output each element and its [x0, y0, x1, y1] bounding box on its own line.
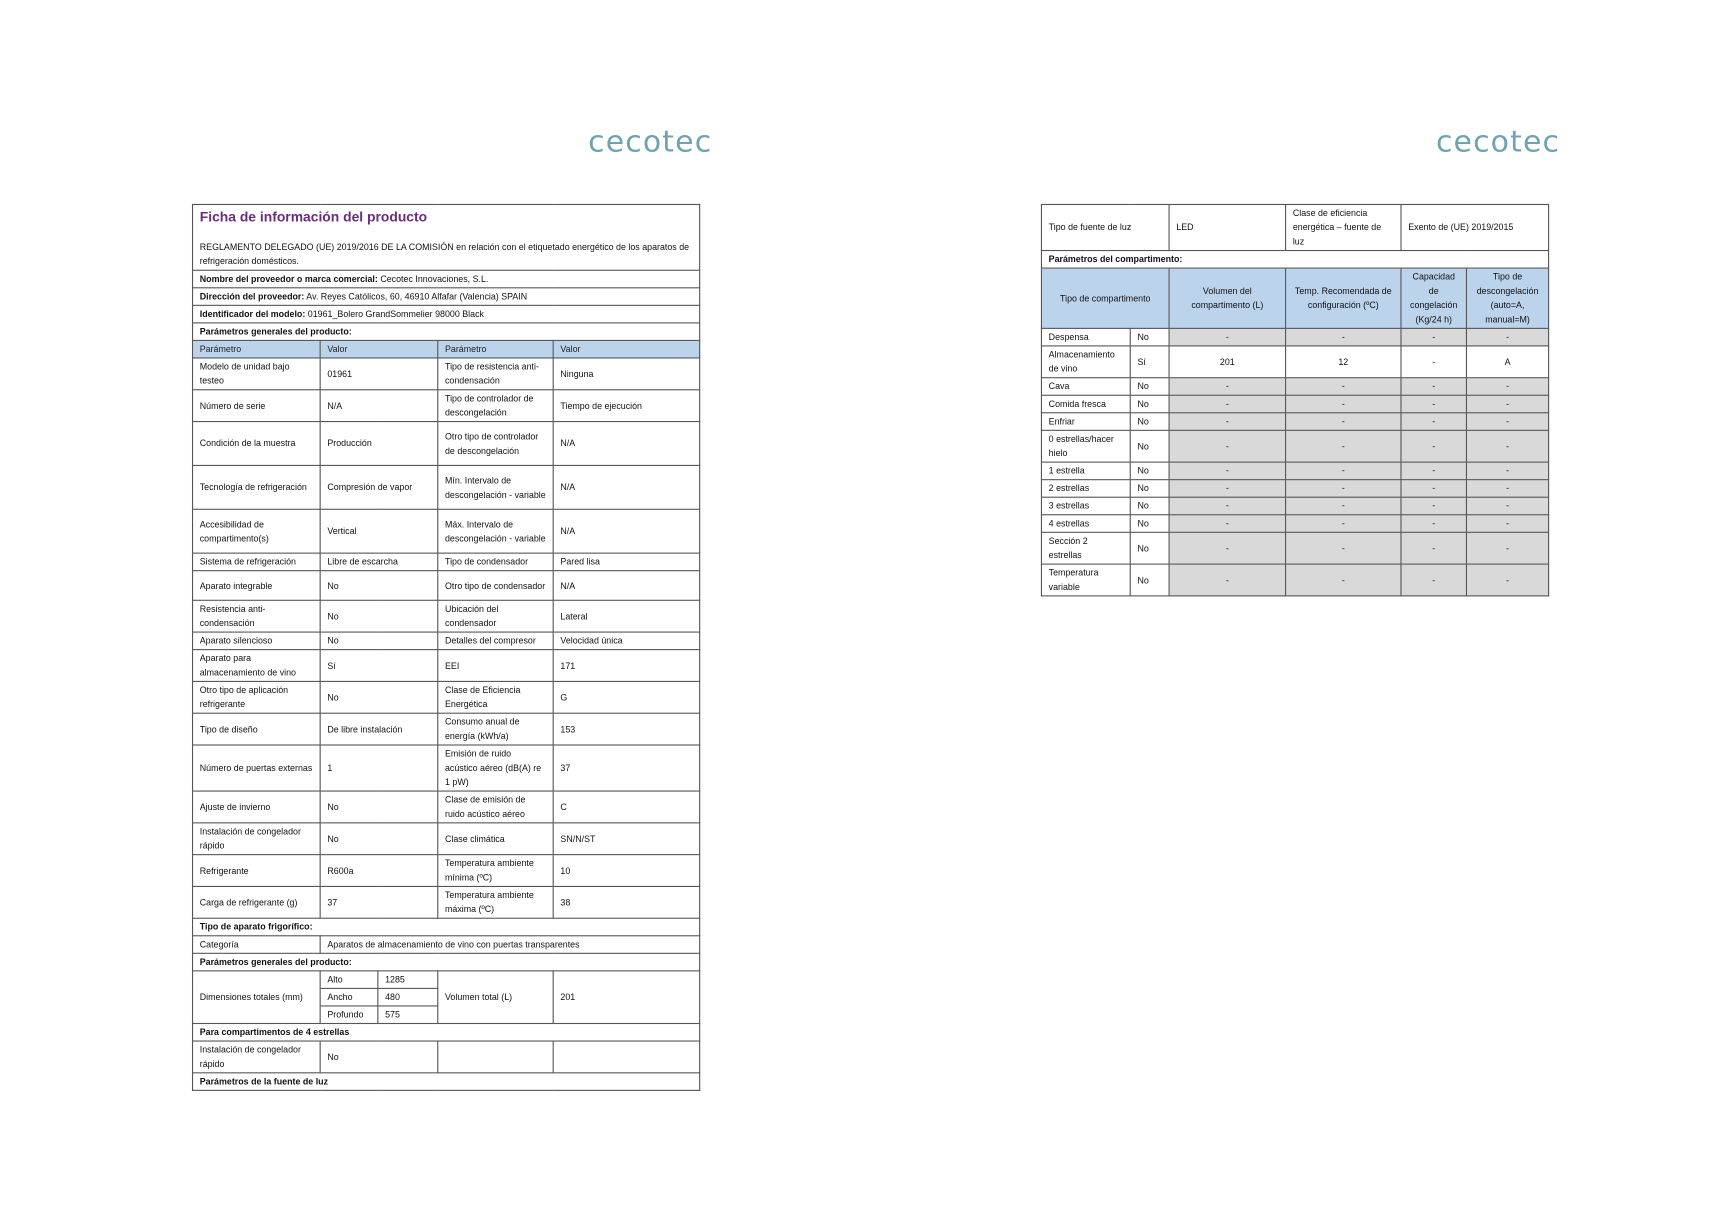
- param-value: 1: [320, 745, 438, 791]
- dimension-row: [193, 971, 700, 989]
- params-header-row: [193, 340, 700, 358]
- compartment-present: No: [1130, 395, 1169, 413]
- compartment-volume: 201: [1169, 346, 1286, 378]
- compartment-present: No: [1130, 532, 1169, 564]
- regulation-text: REGLAMENTO DELEGADO (UE) 2019/2016 DE LA COMISIÓN en relación con el etiquetado energético de los aparatos de refrigeración domésticos.: [193, 227, 700, 270]
- compartment-volume: -: [1169, 430, 1286, 462]
- fast-freeze-label: Instalación de congelador rápido: [193, 1041, 321, 1073]
- param-name: Sistema de refrigeración: [193, 553, 321, 571]
- compartment-volume: -: [1169, 395, 1286, 413]
- param-name: Clase de Eficiencia Energética: [438, 681, 553, 713]
- supplier-label: Nombre del proveedor o marca comercial:: [199, 274, 378, 284]
- compartment-defrost-type: A: [1466, 346, 1548, 378]
- param-row: [193, 650, 700, 682]
- compartment-row: [1041, 395, 1548, 413]
- compartment-freeze-capacity: -: [1401, 413, 1466, 431]
- general-params-heading-2: Parámetros generales del producto:: [193, 953, 700, 971]
- param-value: G: [553, 681, 699, 713]
- four-star-heading-row: [193, 1023, 700, 1041]
- compartment-row: [1041, 564, 1548, 596]
- light-type-value: LED: [1169, 204, 1286, 250]
- param-value: 37: [320, 886, 438, 918]
- param-name: Resistencia anti-condensación: [193, 600, 321, 632]
- param-name: EEI: [438, 650, 553, 682]
- compartment-name: Sección 2 estrellas: [1041, 532, 1130, 564]
- param-name: Aparato integrable: [193, 571, 321, 601]
- compartment-params-heading: Parámetros del compartimento:: [1041, 251, 1548, 269]
- compartment-present: No: [1130, 328, 1169, 346]
- dimensions-label: Dimensiones totales (mm): [193, 971, 321, 1024]
- fast-freeze-row: [193, 1041, 700, 1073]
- param-value: R600a: [320, 855, 438, 887]
- category-label: Categoría: [193, 936, 321, 954]
- compartment-freeze-capacity: -: [1401, 328, 1466, 346]
- param-name: Máx. Intervalo de descongelación - variable: [438, 509, 553, 553]
- param-value: 10: [553, 855, 699, 887]
- param-value: C: [553, 791, 699, 823]
- regulation-row: [193, 227, 700, 270]
- compartment-temp: -: [1286, 328, 1401, 346]
- light-source-row: [1041, 204, 1548, 250]
- param-name: Tipo de condensador: [438, 553, 553, 571]
- compartment-defrost-type: -: [1466, 532, 1548, 564]
- compartment-temp: -: [1286, 480, 1401, 498]
- compartment-present: No: [1130, 413, 1169, 431]
- param-value: Sí: [320, 650, 438, 682]
- compartment-present: No: [1130, 378, 1169, 396]
- param-name: Emisión de ruido acústico aéreo (dB(A) re 1 pW): [438, 745, 553, 791]
- four-star-heading: Para compartimentos de 4 estrellas: [193, 1023, 700, 1041]
- compartment-defrost-type: -: [1466, 480, 1548, 498]
- compartment-volume: -: [1169, 413, 1286, 431]
- param-value: Tiempo de ejecución: [553, 390, 699, 422]
- category-value: Aparatos de almacenamiento de vino con puertas transparentes: [320, 936, 700, 954]
- compartment-temp: -: [1286, 413, 1401, 431]
- compartment-temp: -: [1286, 515, 1401, 533]
- compartment-present: No: [1130, 497, 1169, 515]
- dimension-value: 575: [378, 1006, 438, 1024]
- param-value: No: [320, 681, 438, 713]
- param-value: Velocidad única: [553, 632, 699, 650]
- param-value: 37: [553, 745, 699, 791]
- compartment-name: 3 estrellas: [1041, 497, 1130, 515]
- param-name: Accesibilidad de compartimento(s): [193, 509, 321, 553]
- address-cell: [193, 288, 700, 306]
- empty-cell: [553, 1041, 699, 1073]
- param-name: Temperatura ambiente máxima (ºC): [438, 886, 553, 918]
- param-name: Número de puertas externas: [193, 745, 321, 791]
- compartment-row: [1041, 515, 1548, 533]
- header-cell: Parámetro: [193, 340, 321, 358]
- product-info-table: [192, 204, 700, 1091]
- compartment-present: No: [1130, 430, 1169, 462]
- param-row: [193, 681, 700, 713]
- header-cell: Valor: [320, 340, 438, 358]
- param-name: Número de serie: [193, 390, 321, 422]
- compartment-freeze-capacity: -: [1401, 497, 1466, 515]
- empty-cell: [438, 1041, 553, 1073]
- compartment-row: [1041, 328, 1548, 346]
- param-value: 153: [553, 713, 699, 745]
- compartment-name: Cava: [1041, 378, 1130, 396]
- param-row: [193, 632, 700, 650]
- param-name: Clase climática: [438, 823, 553, 855]
- param-row: [193, 390, 700, 422]
- param-value: Producción: [320, 422, 438, 466]
- supplier-cell: [193, 270, 700, 288]
- compartment-defrost-type: -: [1466, 413, 1548, 431]
- total-volume-label: Volumen total (L): [438, 971, 553, 1024]
- param-name: Detalles del compresor: [438, 632, 553, 650]
- dimension-name: Alto: [320, 971, 378, 989]
- compartment-temp: 12: [1286, 346, 1401, 378]
- compartment-volume: -: [1169, 564, 1286, 596]
- compartment-present: No: [1130, 564, 1169, 596]
- compartment-volume: -: [1169, 480, 1286, 498]
- param-name: Tipo de resistencia anti-condensación: [438, 358, 553, 390]
- light-class-label: Clase de eficiencia energética – fuente de luz: [1286, 204, 1401, 250]
- compartment-volume: -: [1169, 328, 1286, 346]
- compartment-defrost-type: -: [1466, 430, 1548, 462]
- compartment-present: No: [1130, 480, 1169, 498]
- param-value: No: [320, 632, 438, 650]
- compartment-freeze-capacity: -: [1401, 564, 1466, 596]
- dimension-value: 480: [378, 988, 438, 1006]
- title-row: [193, 204, 700, 226]
- compartment-volume: -: [1169, 462, 1286, 480]
- param-name: Tipo de diseño: [193, 713, 321, 745]
- compartment-present: No: [1130, 462, 1169, 480]
- param-value: N/A: [553, 509, 699, 553]
- compartment-freeze-capacity: -: [1401, 430, 1466, 462]
- param-value: Ninguna: [553, 358, 699, 390]
- param-value: N/A: [320, 390, 438, 422]
- param-row: [193, 465, 700, 509]
- param-value: N/A: [553, 422, 699, 466]
- sheet-title: Ficha de información del producto: [199, 209, 428, 225]
- compartment-volume: -: [1169, 378, 1286, 396]
- compartment-row: [1041, 413, 1548, 431]
- param-row: [193, 713, 700, 745]
- light-type-label: Tipo de fuente de luz: [1041, 204, 1169, 250]
- general-params-heading: Parámetros generales del producto:: [193, 323, 700, 341]
- param-value: Lateral: [553, 600, 699, 632]
- compartment-defrost-type: -: [1466, 515, 1548, 533]
- param-name: Modelo de unidad bajo testeo: [193, 358, 321, 390]
- general-params-2-row: [193, 953, 700, 971]
- header-cell: Valor: [553, 340, 699, 358]
- compartment-freeze-capacity: -: [1401, 515, 1466, 533]
- param-name: Aparato silencioso: [193, 632, 321, 650]
- param-row: [193, 855, 700, 887]
- compartment-temp: -: [1286, 462, 1401, 480]
- address-value: Av. Reyes Católicos, 60, 46910 Alfafar (Valencia) SPAIN: [304, 291, 528, 302]
- compartment-row: [1041, 430, 1548, 462]
- compartment-row: [1041, 378, 1548, 396]
- param-name: Instalación de congelador rápido: [193, 823, 321, 855]
- dimension-value: 1285: [378, 971, 438, 989]
- param-name: Otro tipo de controlador de descongelación: [438, 422, 553, 466]
- compartment-defrost-type: -: [1466, 395, 1548, 413]
- param-row: [193, 600, 700, 632]
- light-class-value: Exento de (UE) 2019/2015: [1401, 204, 1549, 250]
- header-cell: Tipo de descongelación (auto=A, manual=M): [1466, 268, 1548, 328]
- param-value: 38: [553, 886, 699, 918]
- model-label: Identificador del modelo:: [199, 309, 306, 320]
- param-value: De libre instalación: [320, 713, 438, 745]
- compartment-temp: -: [1286, 430, 1401, 462]
- header-cell: Tipo de compartimento: [1041, 268, 1169, 328]
- fast-freeze-value: No: [320, 1041, 438, 1073]
- param-name: Temperatura ambiente mínima (ºC): [438, 855, 553, 887]
- param-row: [193, 571, 700, 601]
- compartment-row: [1041, 346, 1548, 378]
- param-value: Compresión de vapor: [320, 465, 438, 509]
- param-name: Aparato para almacenamiento de vino: [193, 650, 321, 682]
- compartment-name: Almacenamiento de vino: [1041, 346, 1130, 378]
- compartment-row: [1041, 462, 1548, 480]
- param-value: No: [320, 571, 438, 601]
- compartment-name: Enfriar: [1041, 413, 1130, 431]
- compartment-defrost-type: -: [1466, 378, 1548, 396]
- header-cell: Volumen del compartimento (L): [1169, 268, 1286, 328]
- compartment-volume: -: [1169, 532, 1286, 564]
- total-volume-value: 201: [553, 971, 699, 1024]
- compartment-freeze-capacity: -: [1401, 462, 1466, 480]
- param-row: [193, 553, 700, 571]
- dimension-name: Ancho: [320, 988, 378, 1006]
- compartment-table: [1041, 204, 1549, 597]
- compartment-temp: -: [1286, 378, 1401, 396]
- param-value: No: [320, 791, 438, 823]
- compartment-name: Comida fresca: [1041, 395, 1130, 413]
- header-cell: Parámetro: [438, 340, 553, 358]
- param-name: Ubicación del condensador: [438, 600, 553, 632]
- compartment-temp: -: [1286, 497, 1401, 515]
- compartment-name: 0 estrellas/hacer hielo: [1041, 430, 1130, 462]
- compartment-volume: -: [1169, 515, 1286, 533]
- param-value: N/A: [553, 465, 699, 509]
- compartment-temp: -: [1286, 395, 1401, 413]
- compartment-freeze-capacity: -: [1401, 378, 1466, 396]
- param-name: Mín. Intervalo de descongelación - variable: [438, 465, 553, 509]
- param-row: [193, 509, 700, 553]
- param-value: Vertical: [320, 509, 438, 553]
- compartment-defrost-type: -: [1466, 328, 1548, 346]
- category-row: [193, 936, 700, 954]
- compartment-name: Despensa: [1041, 328, 1130, 346]
- param-value: Libre de escarcha: [320, 553, 438, 571]
- param-row: [193, 886, 700, 918]
- compartment-defrost-type: -: [1466, 497, 1548, 515]
- compartment-freeze-capacity: -: [1401, 346, 1466, 378]
- compartment-name: 2 estrellas: [1041, 480, 1130, 498]
- appliance-type-heading: Tipo de aparato frigorífico:: [193, 918, 700, 936]
- compartment-defrost-type: -: [1466, 462, 1548, 480]
- param-name: Clase de emisión de ruido acústico aéreo: [438, 791, 553, 823]
- header-cell: Capacidad de congelación (Kg/24 h): [1401, 268, 1466, 328]
- compartment-row: [1041, 497, 1548, 515]
- param-value: SN/N/ST: [553, 823, 699, 855]
- compartment-present: Sí: [1130, 346, 1169, 378]
- param-value: No: [320, 823, 438, 855]
- param-name: Ajuste de invierno: [193, 791, 321, 823]
- header-cell: Temp. Recomendada de configuración (ºC): [1286, 268, 1401, 328]
- model-cell: [193, 305, 700, 323]
- appliance-type-heading-row: [193, 918, 700, 936]
- light-params-heading: Parámetros de la fuente de luz: [193, 1073, 700, 1091]
- compartment-name: Temperatura variable: [1041, 564, 1130, 596]
- model-value: 01961_Bolero GrandSommelier 98000 Black: [305, 309, 484, 320]
- compartment-row: [1041, 532, 1548, 564]
- cecotec-logo-right: cecotec: [1435, 124, 1561, 159]
- param-row: [193, 422, 700, 466]
- compartment-volume: -: [1169, 497, 1286, 515]
- address-label: Dirección del proveedor:: [199, 291, 305, 302]
- compartment-temp: -: [1286, 532, 1401, 564]
- compartment-defrost-type: -: [1466, 564, 1548, 596]
- param-value: Pared lisa: [553, 553, 699, 571]
- compartment-present: No: [1130, 515, 1169, 533]
- param-value: No: [320, 600, 438, 632]
- cecotec-logo-left: cecotec: [588, 124, 713, 159]
- param-value: 171: [553, 650, 699, 682]
- supplier-value: Cecotec Innovaciones, S.L.: [377, 274, 489, 284]
- param-name: Condición de la muestra: [193, 422, 321, 466]
- param-name: Tipo de controlador de descongelación: [438, 390, 553, 422]
- compartment-freeze-capacity: -: [1401, 480, 1466, 498]
- param-value: 01961: [320, 358, 438, 390]
- compartment-row: [1041, 480, 1548, 498]
- compartment-temp: -: [1286, 564, 1401, 596]
- dimension-name: Profundo: [320, 1006, 378, 1024]
- param-row: [193, 358, 700, 390]
- param-name: Tecnología de refrigeración: [193, 465, 321, 509]
- light-params-heading-row: [193, 1073, 700, 1091]
- param-name: Carga de refrigerante (g): [193, 886, 321, 918]
- param-row: [193, 823, 700, 855]
- param-value: N/A: [553, 571, 699, 601]
- param-row: [193, 745, 700, 791]
- compartment-header-row: [1041, 268, 1548, 328]
- compartment-freeze-capacity: -: [1401, 532, 1466, 564]
- param-row: [193, 791, 700, 823]
- compartment-name: 1 estrella: [1041, 462, 1130, 480]
- compartment-name: 4 estrellas: [1041, 515, 1130, 533]
- compartment-freeze-capacity: -: [1401, 395, 1466, 413]
- param-name: Otro tipo de condensador: [438, 571, 553, 601]
- param-name: Consumo anual de energía (kWh/a): [438, 713, 553, 745]
- param-name: Otro tipo de aplicación refrigerante: [193, 681, 321, 713]
- param-name: Refrigerante: [193, 855, 321, 887]
